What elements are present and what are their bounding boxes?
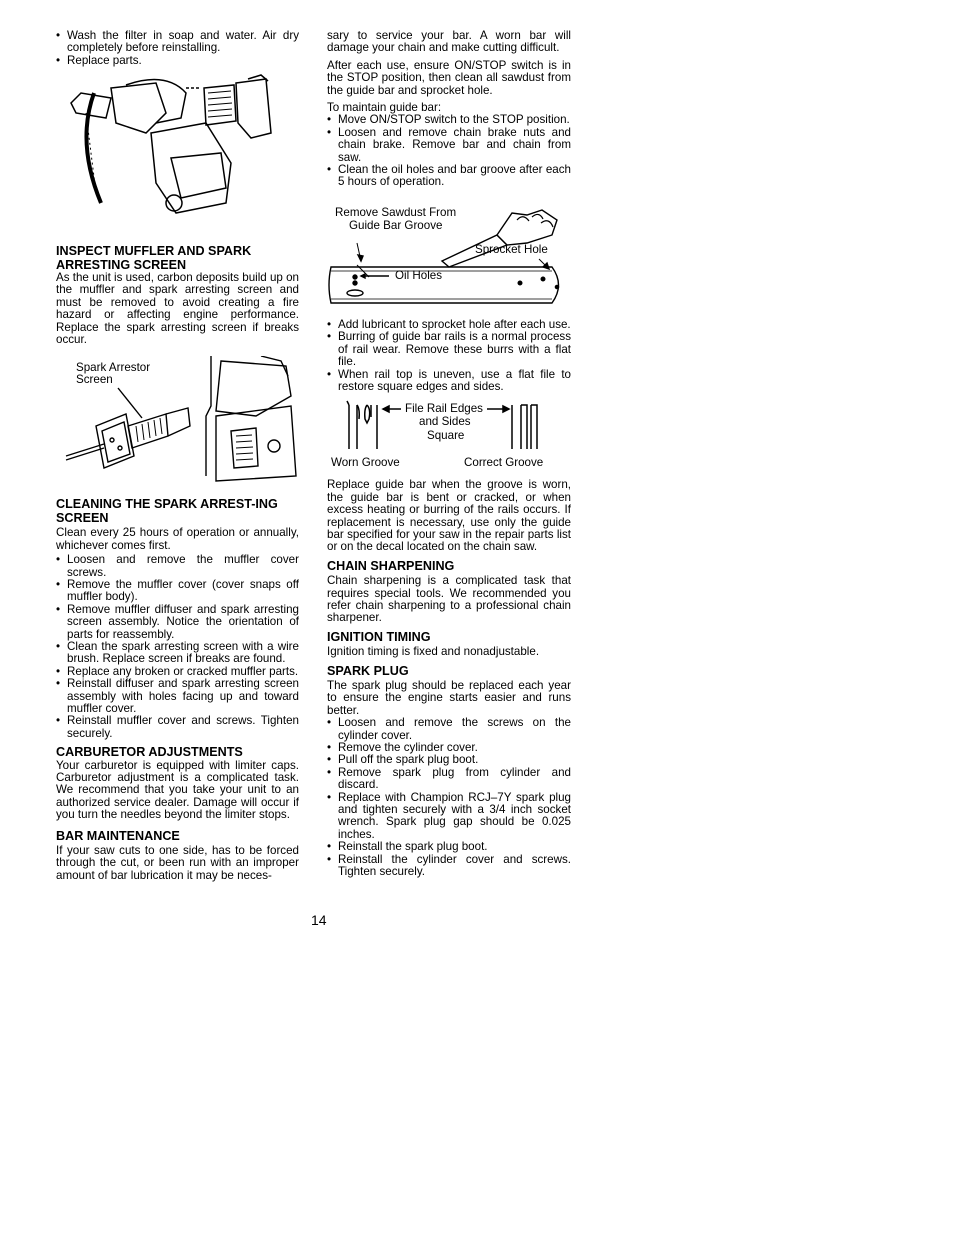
spark-arrestor-label: Spark Arrestor: [76, 361, 151, 375]
list-item: • Loosen and remove the screws on the cylinder cover.: [327, 717, 571, 742]
list-item: • Add lubricant to sprocket hole after each use.: [327, 319, 571, 331]
list-item: • Burring of guide bar rails is a normal process of rail wear. Remove these burrs with a flat file.: [327, 331, 571, 368]
air-filter-illustration: [56, 73, 299, 237]
chain-body: Chain sharpening is a complicated task that requires special tools. We recommended you refer chain sharpening to a professional chain sharpener.: [327, 574, 571, 625]
list-item: • Loosen and remove the muffler cover screws.: [56, 554, 299, 579]
list-item: • Reinstall the spark plug boot.: [327, 841, 571, 853]
list-item: • Move ON/STOP switch to the STOP position.: [327, 114, 571, 126]
maintain-intro: To maintain guide bar:: [327, 101, 442, 115]
remove-sawdust-label: Guide Bar Groove: [349, 218, 443, 232]
left-column: [56, 30, 299, 882]
bar-body-cont: sary to service your bar. A worn bar will damage your chain and make cutting difficult.: [327, 29, 571, 55]
bar-body: If your saw cuts to one side, has to be forced through the cut, or been run with an improper amount of bar lubrication it may be neces-: [56, 844, 299, 882]
lube-list: [327, 319, 571, 393]
file-rail-label: Square: [427, 429, 465, 443]
list-item: • Replace with Champion RCJ–7Y spark plug and tighten securely with a 3/4 inch socket wrench. Spark plug gap should be 0.025 inches.: [327, 792, 571, 842]
list-item: • Remove muffler diffuser and spark arresting screen assembly. Notice the orientation of parts for reassembly.: [56, 604, 299, 641]
spark-list: [327, 717, 571, 878]
list-item: • When rail top is uneven, use a flat file to restore square edges and sides.: [327, 369, 571, 394]
spark-body: The spark plug should be replaced each year to ensure the engine starts easier and runs better.: [327, 679, 571, 717]
air-filter-figure: [56, 73, 299, 237]
list-item: • Wash the filter in soap and water. Air dry completely before reinstalling.: [56, 30, 299, 55]
list-item: • Reinstall the cylinder cover and screws. Tighten securely.: [327, 854, 571, 879]
ignition-body: Ignition timing is fixed and nonadjustable.: [327, 645, 540, 659]
file-rail-label: and Sides: [419, 415, 471, 429]
remove-sawdust-label: Remove Sawdust From: [335, 205, 457, 219]
oil-holes-label: Oil Holes: [395, 268, 443, 282]
spark-arrestor-figure: [56, 356, 299, 486]
list-item: • Replace any broken or cracked muffler parts.: [56, 666, 299, 678]
worn-groove-label: Worn Groove: [331, 456, 400, 470]
cleaning-heading: CLEANING THE SPARK ARREST-ING SCREEN: [56, 497, 278, 525]
spark-heading: SPARK PLUG: [327, 663, 409, 678]
list-item: • Remove spark plug from cylinder and discard.: [327, 767, 571, 792]
carburetor-heading: CARBURETOR ADJUSTMENTS: [56, 745, 243, 760]
ignition-heading: IGNITION TIMING: [327, 629, 431, 644]
sprocket-hole-label: Sprocket Hole: [475, 242, 548, 256]
list-item: • Loosen and remove chain brake nuts and chain brake. Remove bar and chain from saw.: [327, 127, 571, 164]
page-number: 14: [311, 912, 327, 928]
replace-bar-text: Replace guide bar when the groove is worn, the guide bar is bent or cracked, or when excess heating or burring of the rails occurs. If replacement is necessary, use only the guide bar specified for your saw in the repair parts list or on the decal located on the chain saw.: [327, 478, 571, 554]
maintain-list: [327, 114, 571, 188]
carburetor-body: Your carburetor is equipped with limiter caps. Carburetor adjustment is a complicated task. We recommend that you take your unit to an authorized service dealer. Damage will occur if you turn the needles beyond the limiter stops.: [56, 758, 299, 822]
bar-heading: BAR MAINTENANCE: [56, 828, 180, 843]
list-item: • Replace parts.: [56, 55, 299, 67]
file-rail-label: File Rail Edges: [405, 402, 483, 416]
correct-groove-label: Correct Groove: [464, 456, 544, 470]
list-item: • Remove the cylinder cover.: [327, 742, 571, 754]
inspect-heading: INSPECT MUFFLER AND SPARK ARRESTING SCREEN: [56, 244, 252, 272]
list-item: • Clean the oil holes and bar groove after each 5 hours of operation.: [327, 164, 571, 189]
list-item: • Reinstall diffuser and spark arresting screen assembly with holes facing up and toward muffler cover.: [56, 678, 299, 715]
cleaning-list: [56, 554, 299, 740]
chain-heading: CHAIN SHARPENING: [327, 558, 455, 573]
intro-list: [56, 30, 299, 67]
list-item: • Remove the muffler cover (cover snaps off muffler body).: [56, 579, 299, 604]
list-item: • Reinstall muffler cover and screws. Tighten securely.: [56, 715, 299, 740]
groove-figure: [327, 395, 571, 475]
inspect-body: As the unit is used, carbon deposits build up on the muffler and spark arresting screen and must be removed to avoid creating a fire hazard or affecting engine performance. Replace the spark arresting screen if breaks occur.: [56, 271, 299, 347]
spark-arrestor-label: Screen: [76, 373, 113, 387]
list-item: • Clean the spark arresting screen with a wire brush. Replace screen if breaks are found.: [56, 641, 299, 666]
cleaning-intro: Clean every 25 hours of operation or annually, whichever comes first.: [56, 526, 299, 552]
right-column: [327, 30, 571, 879]
guide-bar-figure: [327, 205, 571, 313]
list-item: • Pull off the spark plug boot.: [327, 754, 571, 766]
after-use-text: After each use, ensure ON/STOP switch is in the STOP position, then clean all sawdust from the guide bar and sprocket hole.: [327, 58, 571, 97]
